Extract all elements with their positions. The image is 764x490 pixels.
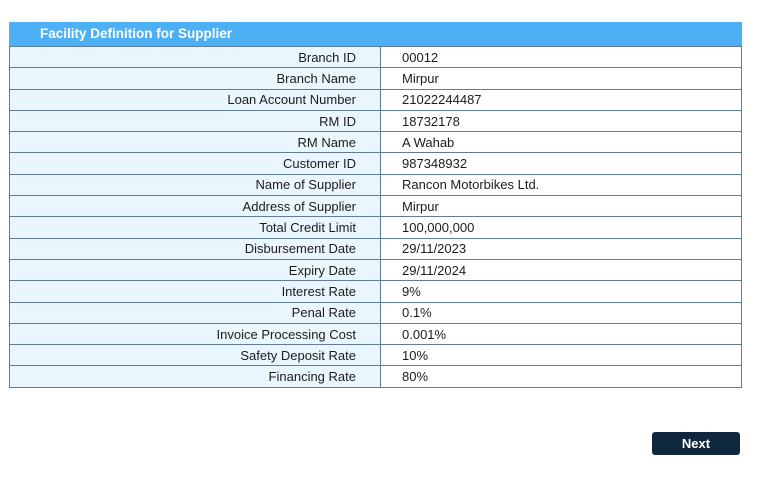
penal-rate-value: 0.1% [381,302,742,323]
field-label: Name of Supplier [10,174,381,195]
table-row [10,259,742,280]
invoice-processing-cost-value: 0.001% [381,323,742,344]
field-label: Interest Rate [10,281,381,302]
field-label: Penal Rate [10,302,381,323]
panel-title: Facility Definition for Supplier [9,22,742,46]
table-row [10,153,742,174]
rm-id-value: 18732178 [381,110,742,131]
field-label: Loan Account Number [10,89,381,110]
field-label: Total Credit Limit [10,217,381,238]
field-label: Financing Rate [10,366,381,387]
field-label: Expiry Date [10,259,381,280]
table-row [10,89,742,110]
table-row [10,68,742,89]
field-label: Branch ID [10,47,381,68]
field-label: Safety Deposit Rate [10,345,381,366]
table-row [10,302,742,323]
expiry-date-value: 29/11/2024 [381,259,742,280]
field-label: RM Name [10,132,381,153]
facility-definition-panel [9,22,742,388]
rm-name-value: A Wahab [381,132,742,153]
branch-name-value: Mirpur [381,68,742,89]
next-button[interactable]: Next [652,432,740,455]
financing-rate-value: 80% [381,366,742,387]
customer-id-value: 987348932 [381,153,742,174]
supplier-name-value: Rancon Motorbikes Ltd. [381,174,742,195]
table-row [10,281,742,302]
table-row [10,196,742,217]
table-row [10,323,742,344]
table-row [10,366,742,387]
table-row [10,345,742,366]
total-credit-limit-value: 100,000,000 [381,217,742,238]
table-row [10,110,742,131]
table-row [10,47,742,68]
disbursement-date-value: 29/11/2023 [381,238,742,259]
field-label: Branch Name [10,68,381,89]
loan-account-number-value: 21022244487 [381,89,742,110]
field-label: RM ID [10,110,381,131]
table-row [10,217,742,238]
field-label: Address of Supplier [10,196,381,217]
field-label: Disbursement Date [10,238,381,259]
safety-deposit-rate-value: 10% [381,345,742,366]
table-row [10,238,742,259]
interest-rate-value: 9% [381,281,742,302]
facility-table [9,46,742,388]
field-label: Invoice Processing Cost [10,323,381,344]
field-label: Customer ID [10,153,381,174]
table-row [10,132,742,153]
supplier-address-value: Mirpur [381,196,742,217]
table-row [10,174,742,195]
branch-id-value: 00012 [381,47,742,68]
